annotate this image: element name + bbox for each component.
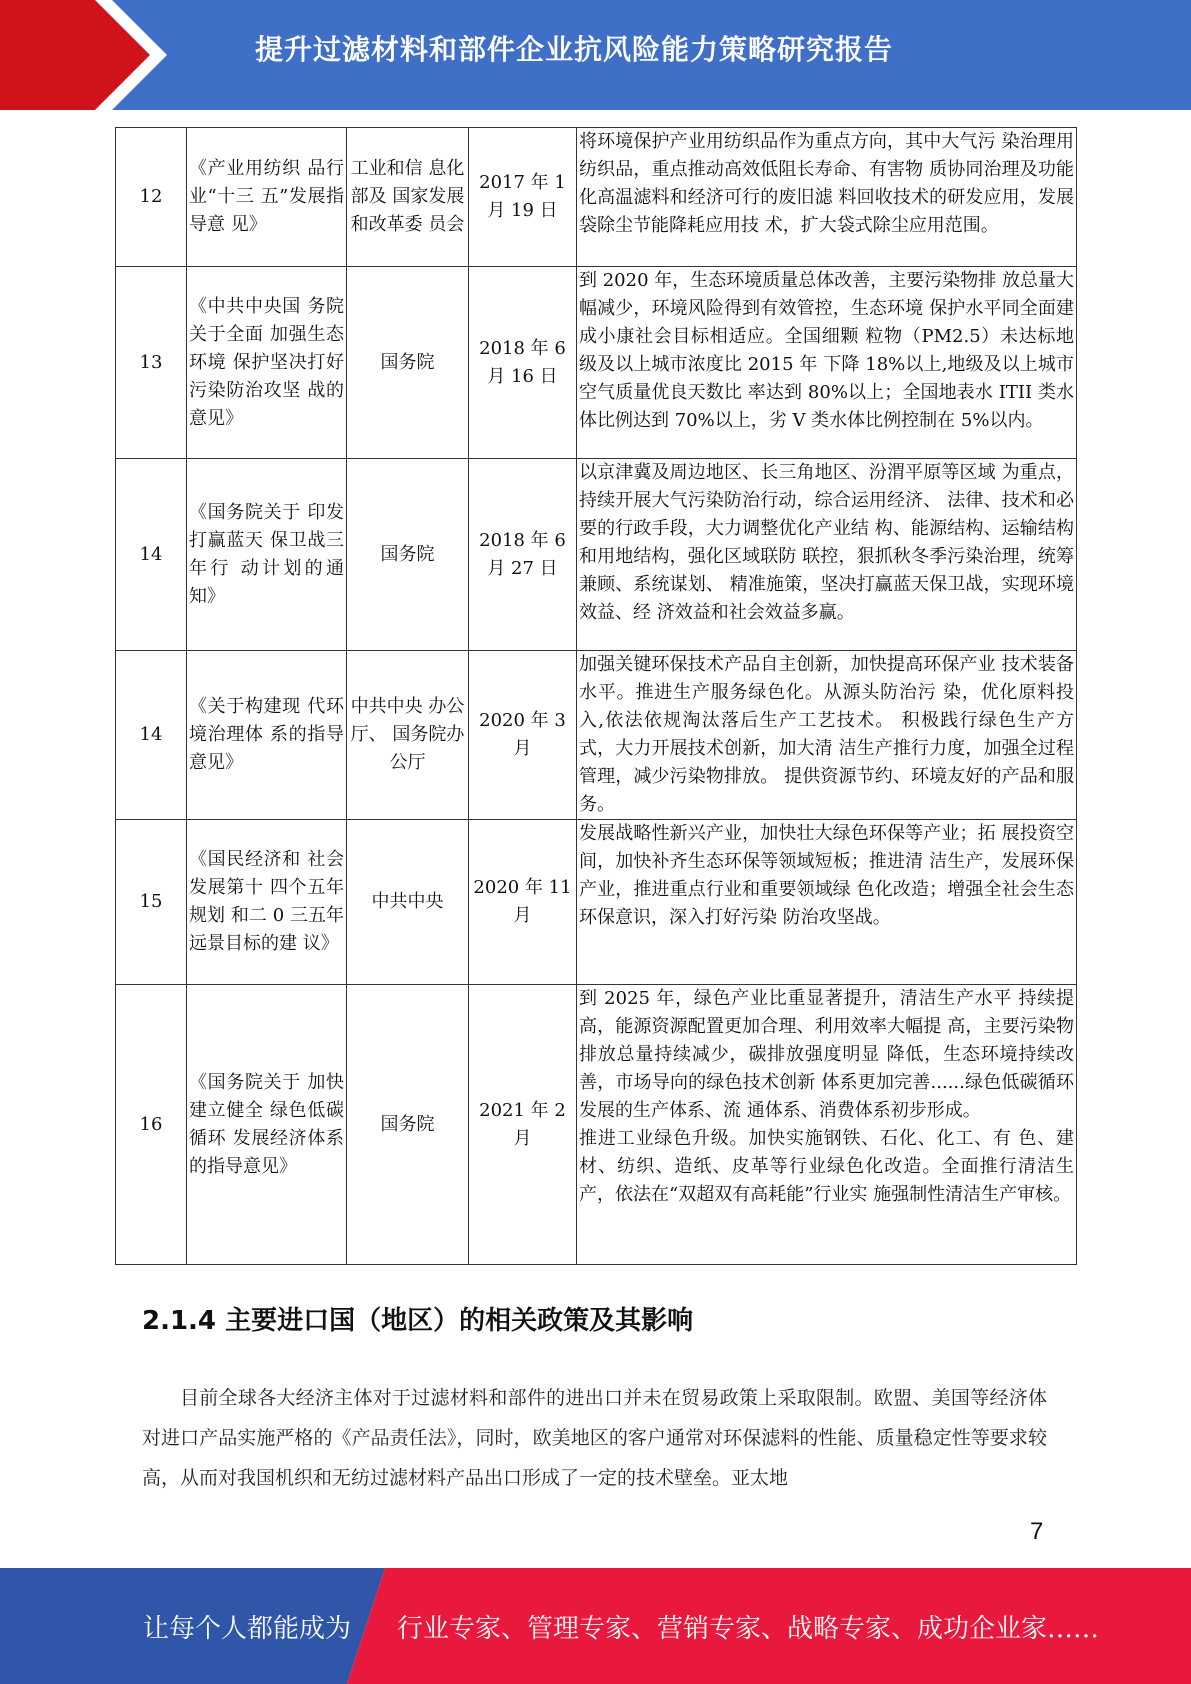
date-cell: 2021 年 2 月 — [469, 985, 577, 1265]
row-number-cell: 15 — [116, 820, 187, 985]
content-cell — [577, 985, 1077, 1265]
section-paragraph: 目前全球各大经济主体对于过滤材料和部件的进出口并未在贸易政策上采取限制。欧盟、美国等经济体对进口产品实施严格的《产品责任法》，同时，欧美地区的客户通常对环保滤料的性能、质量稳定性等要求较高，从而对我国机织和无纺过滤材料产品出口形成了一定的技术壁垒。亚太地 — [142, 1387, 1047, 1489]
table-row — [116, 820, 1077, 985]
content-cell — [577, 459, 1077, 651]
issuer-cell: 国务院 — [347, 267, 469, 459]
row-number-cell: 16 — [116, 985, 187, 1265]
table-row — [116, 651, 1077, 820]
footer-slogan-right: 行业专家、管理专家、营销专家、战略专家、成功企业家…… — [397, 1614, 1100, 1644]
issuer-cell: 国务院 — [347, 985, 469, 1265]
policy-table — [115, 127, 1077, 1265]
document-name-cell: 《国务院关于 印发打赢蓝天 保卫战三年行 动计划的通知》 — [187, 459, 347, 651]
document-name-cell: 《国务院关于 加快建立健全 绿色低碳循环 发展经济体系 的指导意见》 — [187, 985, 347, 1265]
content-paragraph: 发展战略性新兴产业，加快壮大绿色环保等产业；拓 展投资空间，加快补齐生态环保等领域短板；推进清 洁生产，发展环保产业，推进重点行业和重要领域绿 色化改造；增强全社会生态环保意识，深入打好污染 防治攻坚战。 — [579, 823, 1074, 928]
page-footer — [0, 1568, 1191, 1684]
content-cell — [577, 820, 1077, 985]
date-cell: 2018 年 6 月 27 日 — [469, 459, 577, 651]
date-cell: 2017 年 1 月 19 日 — [469, 128, 577, 267]
content-paragraph: 以京津冀及周边地区、长三角地区、汾渭平原等区域 为重点，持续开展大气污染防治行动，综合运用经济、 法律、技术和必要的行政手段，大力调整优化产业结 构、能源结构、运输结构和用地结构，强化区域联防 联控，狠抓秋冬季污染治理，统筹兼顾、系统谋划、 精准施策，坚决打赢蓝天保卫战，实现环境效益、经 济效益和社会效益多赢。 — [579, 462, 1074, 623]
table-row — [116, 128, 1077, 267]
table-row — [116, 459, 1077, 651]
issuer-cell: 工业和信 息化部及 国家发展 和改革委 员会 — [347, 128, 469, 267]
content-paragraph: 推进工业绿色升级。加快实施钢铁、石化、化工、有 色、建材、纺织、造纸、皮革等行业绿色化改造。全面推行清洁生产，依法在“双超双有高耗能”行业实 施强制性清洁生产审核。 — [579, 1128, 1074, 1205]
content-paragraph: 到 2020 年，生态环境质量总体改善，主要污染物排 放总量大幅减少，环境风险得到有效管控，生态环境 保护水平同全面建成小康社会目标相适应。全国细颗 粒物（PM2.5）未达标地级及以上城市浓度比 2015 年 下降 18%以上,地级及以上城市空气质量优良天数比 率达到 80%以上；全国地表水 ITII 类水体比例达到 70%以上，劣 V 类水体比例控制在 5%以内。 — [579, 270, 1074, 431]
content-cell — [577, 651, 1077, 820]
date-cell: 2018 年 6 月 16 日 — [469, 267, 577, 459]
issuer-cell: 中共中央 办公厅、 国务院办 公厅 — [347, 651, 469, 820]
page-number: 7 — [1030, 1518, 1044, 1545]
content-cell — [577, 128, 1077, 267]
row-number-cell: 14 — [116, 459, 187, 651]
date-cell: 2020 年 3 月 — [469, 651, 577, 820]
document-name-cell: 《关于构建现 代环境治理体 系的指导意见》 — [187, 651, 347, 820]
content-paragraph: 加强关键环保技术产品自主创新，加快提高环保产业 技术装备水平。推进生产服务绿色化。从源头防治污 染，优化原料投入,依法依规淘汰落后生产工艺技术。 积极践行绿色生产方式，大力开展技术创新，加大清 洁生产推行力度，加强全过程管理，减少污染物排放。 提供资源节约、环境友好的产品和服务。 — [579, 654, 1074, 815]
issuer-cell: 国务院 — [347, 459, 469, 651]
report-title: 提升过滤材料和部件企业抗风险能力策略研究报告 — [255, 33, 894, 66]
content-paragraph: 到 2025 年，绿色产业比重显著提升，清洁生产水平 持续提高，能源资源配置更加合理、利用效率大幅提 高，主要污染物排放总量持续减少，碳排放强度明显 降低，生态环境持续改善，市场导向的绿色技术创新 体系更加完善......绿色低碳循环发展的生产体系、流 通体系、消费体系初步形成。 — [579, 988, 1074, 1121]
row-number-cell: 14 — [116, 651, 187, 820]
section-heading: 2.1.4 主要进口国（地区）的相关政策及其影响 — [142, 1306, 694, 1336]
document-name-cell: 《国民经济和 社会发展第十 四个五年规划 和二 0 三五年 远景目标的建 议》 — [187, 820, 347, 985]
document-name-cell: 《中共中央国 务院关于全面 加强生态环境 保护坚决打好 污染防治攻坚 战的意见》 — [187, 267, 347, 459]
row-number-cell: 13 — [116, 267, 187, 459]
row-number-cell: 12 — [116, 128, 187, 267]
footer-slogan-left: 让每个人都能成为 — [143, 1614, 352, 1644]
table-row — [116, 267, 1077, 459]
page-header — [0, 0, 1191, 110]
policy-table-body — [116, 128, 1077, 1265]
issuer-cell: 中共中央 — [347, 820, 469, 985]
table-row — [116, 985, 1077, 1265]
date-cell: 2020 年 11 月 — [469, 820, 577, 985]
document-name-cell: 《产业用纺织 品行业“十三 五”发展指导意 见》 — [187, 128, 347, 267]
content-cell — [577, 267, 1077, 459]
content-paragraph: 将环境保护产业用纺织品作为重点方向，其中大气污 染治理用纺织品，重点推动高效低阻长寿命、有害物 质协同治理及功能化高温滤料和经济可行的废旧滤 料回收技术的研发应用，发展袋除尘节能降耗应用技 术，扩大袋式除尘应用范围。 — [579, 131, 1074, 236]
